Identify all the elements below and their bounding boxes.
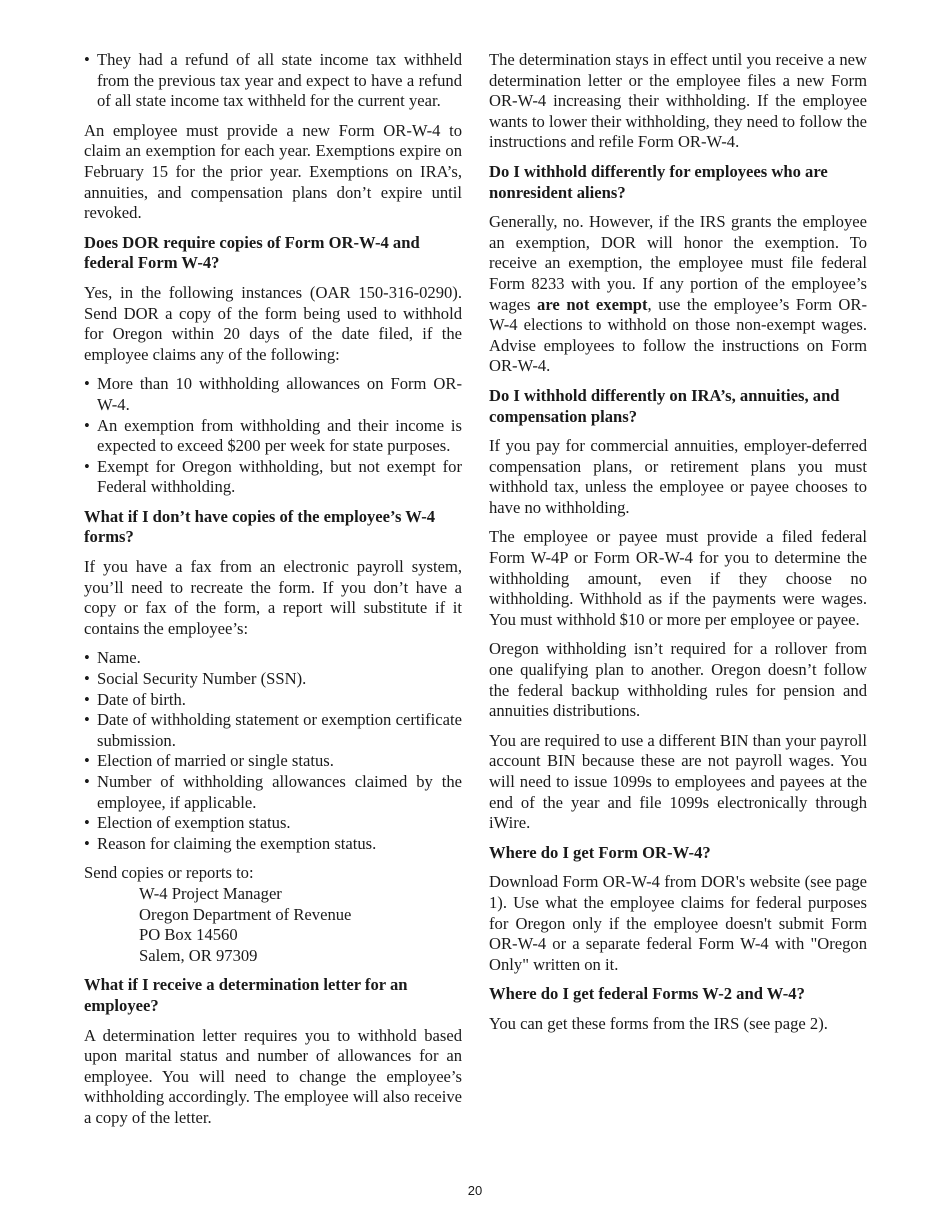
bullet-icon: • (84, 415, 90, 435)
address-line: PO Box 14560 (139, 925, 238, 945)
section-heading-get-orw4: Where do I get Form OR-W-4? (489, 842, 711, 862)
ira-paragraph-3: Oregon withholding isn’t required for a rollover from one qualifying plan to another. Oregon doesn’t follow the federal backup withholding rules for pension and annuities distributions. (489, 639, 867, 721)
exemption-paragraph: An employee must provide a new Form OR-W-4 to claim an exemption for each year. Exemptions expire on February 15 for the prior year. Exemptions on IRA’s, annuities, and compensation plans don’t expire until revoked. (84, 120, 462, 223)
list-item: • Exempt for Oregon withholding, but not exempt for Federal withholding. (84, 456, 462, 497)
get-orw4-paragraph: Download Form OR-W-4 from DOR's website (see page 1). Use what the employee claims for federal purposes for Oregon only if the employee doesn't submit Form OR-W-4 or a separate federal Form W-4 with "Oregon Only" written on it. (489, 872, 867, 974)
bullet-icon: • (84, 813, 90, 833)
copies-paragraph: Yes, in the following instances (OAR 150-316-0290). Send DOR a copy of the form being used to withhold for Oregon within 20 days of the date filed, if the employee claims any of the following: (84, 282, 462, 364)
address-line: Salem, OR 97309 (139, 945, 258, 965)
bullet-icon: • (84, 456, 90, 476)
determination-paragraph: A determination letter requires you to withhold based upon marital status and number of allowances for an employee. You will need to change the employee’s withholding accordingly. The employee will also receive a copy of the letter. (84, 1025, 462, 1127)
section-heading-determination: What if I receive a determination letter for an employee? (84, 975, 408, 1015)
list-item: • Reason for claiming the exemption status. (84, 833, 377, 853)
page-number: 20 (467, 1183, 483, 1198)
bullet-icon: • (84, 648, 90, 668)
section-heading-copies: Does DOR require copies of Form OR-W-4 and federal Form W-4? (84, 232, 420, 273)
bullet-icon: • (84, 50, 90, 69)
list-item: • Election of exemption status. (84, 813, 291, 833)
bullet-icon: • (84, 374, 90, 394)
bullet-icon: • (84, 833, 90, 853)
address-line: W-4 Project Manager (139, 883, 282, 903)
list-item: • Number of withholding allowances claimed by the employee, if applicable. (84, 772, 462, 812)
list-item: • They had a refund of all state income tax withheld from the previous tax year and expect to have a refund of all state income tax withheld for the current year. (84, 50, 462, 111)
bullet-icon: • (84, 772, 90, 791)
section-heading-nonresident: Do I withhold differently for employees who are nonresident aliens? (489, 161, 828, 202)
ira-paragraph-2: The employee or payee must provide a filed federal Form W-4P or Form OR-W-4 for you to determine the withholding amount, even if they choose no withholding. Withhold as if the payments were wages. You must withhold $10 or more per employee or payee. (489, 527, 867, 629)
copies-bullet-list (84, 374, 462, 498)
list-item: • Date of birth. (84, 689, 186, 709)
bullet-icon: • (84, 669, 90, 689)
right-column (489, 50, 867, 1044)
list-item: • More than 10 withholding allowances on Form OR-W-4. (84, 374, 462, 414)
get-w2-paragraph: You can get these forms from the IRS (see page 2). (489, 1013, 828, 1033)
list-item: • Date of withholding statement or exemption certificate submission. (84, 710, 462, 750)
emphasis-not-exempt: are not exempt (537, 294, 648, 314)
list-item: • An exemption from withholding and their income is expected to exceed $200 per week for state purposes. (84, 415, 462, 456)
bullet-icon: • (84, 710, 90, 730)
bullet-icon: • (84, 689, 90, 709)
nonresident-paragraph: Generally, no. However, if the IRS grants the employee an exemption, DOR will honor the exemption. To receive an exemption, the employee must file federal Form 8233 with you. If any portion of the employee’s wages are not exempt, use the employee’s Form OR-W-4 elections to withhold on those non-exempt wages. Advise employees to follow the instructions on Form OR-W-4. (489, 212, 867, 376)
top-bullet-list (84, 50, 462, 112)
section-heading-no-copies: What if I don’t have copies of the employee’s W-4 forms? (84, 506, 436, 547)
report-bullet-list (84, 648, 462, 854)
list-item: • Election of married or single status. (84, 751, 334, 771)
send-to-label: Send copies or reports to: (84, 863, 254, 883)
ira-paragraph-4: You are required to use a different BIN than your payroll account BIN because these are not payroll wages. You will need to issue 1099s to employees and payees at the end of the year and file 1099s electronically through iWire. (489, 730, 867, 833)
section-heading-get-w2: Where do I get federal Forms W-2 and W-4? (489, 984, 805, 1004)
ira-paragraph-1: If you pay for commercial annuities, employer-deferred compensation plans, or retirement plans you must withhold tax, unless the employee or payee chooses to have no withholding. (489, 436, 867, 517)
section-heading-ira: Do I withhold differently on IRA’s, annuities, and compensation plans? (489, 385, 840, 426)
list-item: • Name. (84, 648, 141, 668)
no-copies-paragraph: If you have a fax from an electronic payroll system, you’ll need to recreate the form. If you don’t have a copy or fax of the form, a report will substitute if it contains the employee’s: (84, 557, 462, 638)
list-item: • Social Security Number (SSN). (84, 669, 307, 689)
left-column (84, 50, 462, 1138)
address-line: Oregon Department of Revenue (139, 904, 352, 924)
bullet-icon: • (84, 751, 90, 771)
determination-continued-paragraph: The determination stays in effect until you receive a new determination letter or the employee files a new Form OR-W-4 increasing their withholding. If the employee wants to lower their withholding, they need to follow the instructions and refile Form OR-W-4. (489, 50, 867, 152)
mailing-address (84, 863, 462, 966)
